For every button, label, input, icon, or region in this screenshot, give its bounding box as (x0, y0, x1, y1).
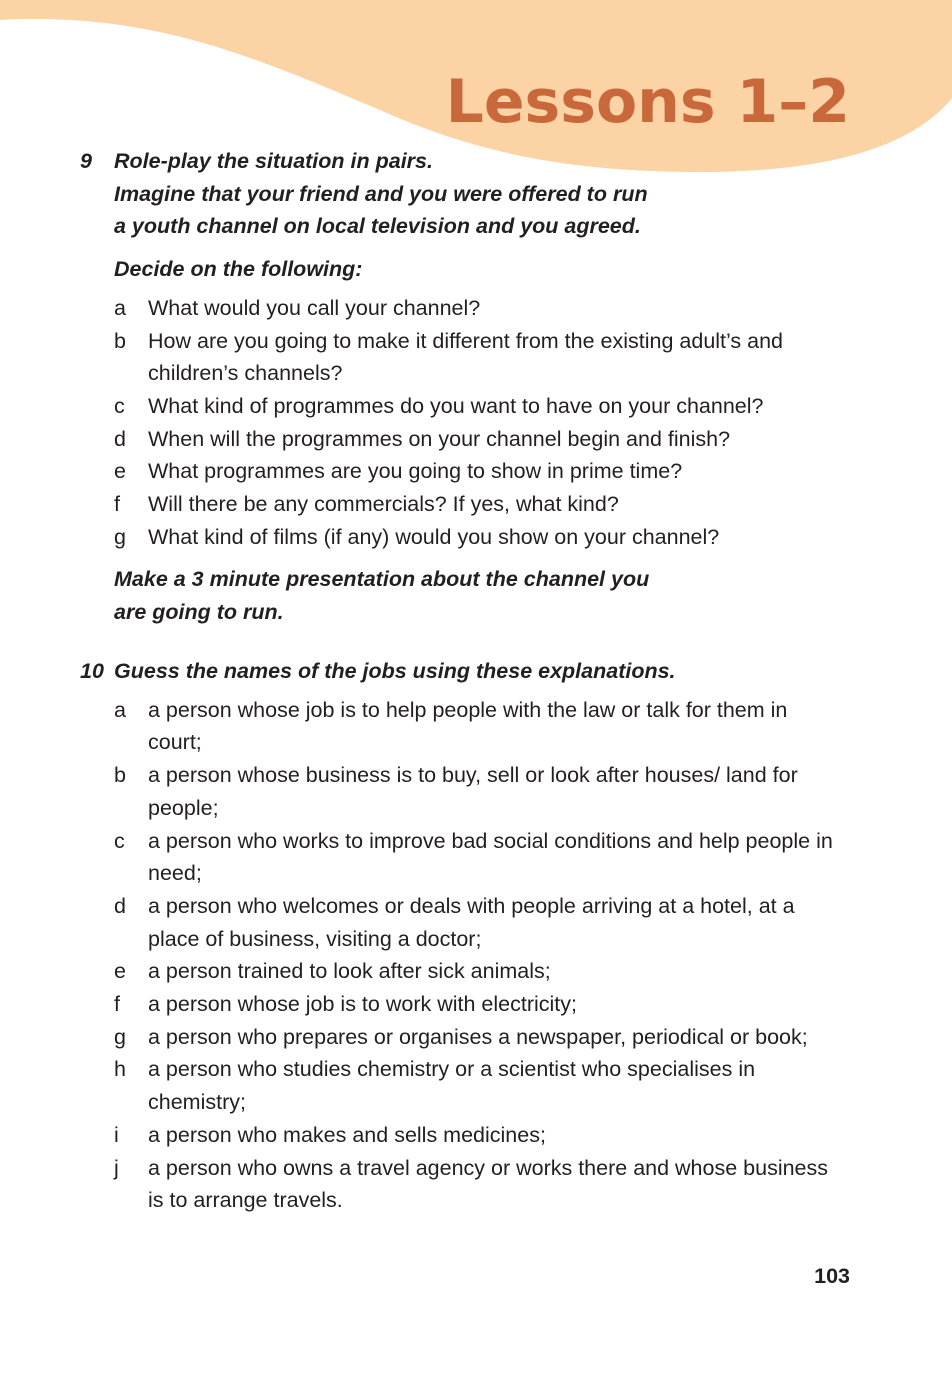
item-text: a person trained to look after sick animals; (148, 959, 551, 984)
item-letter: d (114, 893, 126, 918)
item-text: a person who works to improve bad social conditions and help people in need; (148, 828, 833, 886)
list-item (114, 759, 840, 824)
page-number: 103 (814, 1264, 850, 1288)
list-item (114, 1119, 840, 1152)
definition-list (114, 694, 840, 1217)
list-item (114, 1021, 840, 1054)
presentation-task (114, 563, 840, 628)
list-item (114, 488, 840, 521)
question-list (114, 292, 840, 554)
item-text: a person who makes and sells medicines; (148, 1122, 546, 1147)
item-letter: c (114, 393, 125, 418)
item-text: What kind of films (if any) would you show on your channel? (148, 524, 720, 549)
item-text: a person whose job is to work with electricity; (148, 992, 577, 1017)
item-text: When will the programmes on your channel begin and finish? (148, 426, 731, 451)
item-letter: c (114, 828, 125, 853)
item-letter: e (114, 459, 126, 484)
exercise-10 (80, 655, 840, 1217)
exercise-number: 10 (80, 659, 104, 683)
exercise-instruction (114, 655, 840, 688)
instruction-line: Role-play the situation in pairs. (114, 149, 433, 173)
item-letter: d (114, 426, 126, 451)
item-letter: h (114, 1057, 126, 1082)
item-text: Will there be any commercials? If yes, what kind? (148, 492, 619, 517)
list-item (114, 890, 840, 955)
list-item (114, 325, 840, 390)
item-letter: f (114, 492, 120, 517)
list-item (114, 825, 840, 890)
item-letter: g (114, 524, 126, 549)
item-text: How are you going to make it different from the existing adult’s and children’s channels? (148, 328, 784, 386)
list-item (114, 1152, 840, 1217)
instruction-line: Guess the names of the jobs using these explanations. (114, 659, 676, 683)
decide-heading: Decide on the following: (114, 257, 363, 282)
exercise-9 (80, 145, 840, 629)
item-letter: b (114, 763, 126, 788)
item-text: a person whose business is to buy, sell or look after houses/ land for people; (148, 763, 798, 820)
task-line: are going to run. (114, 600, 284, 625)
item-text: What kind of programmes do you want to have on your channel? (148, 393, 764, 418)
item-letter: j (114, 1155, 119, 1180)
item-text: What would you call your channel? (148, 295, 481, 320)
item-letter: a (114, 295, 126, 320)
item-text: a person whose job is to help people with the law or talk for them in court; (148, 697, 788, 755)
list-item (114, 390, 840, 423)
page-title: Lessons 1–2 (445, 67, 850, 137)
list-item (114, 521, 840, 554)
list-item (114, 455, 840, 488)
list-item (114, 1053, 840, 1118)
instruction-line: Imagine that your friend and you were offered to run (114, 181, 648, 206)
list-item (114, 955, 840, 988)
item-letter: g (114, 1024, 126, 1049)
item-text: a person who owns a travel agency or works there and whose business is to arrange travels. (148, 1155, 829, 1213)
list-item (114, 423, 840, 456)
exercise-instruction (114, 145, 840, 286)
item-letter: f (114, 992, 120, 1017)
item-text: a person who studies chemistry or a scientist who specialises in chemistry; (148, 1057, 756, 1115)
item-letter: i (114, 1122, 119, 1147)
list-item (114, 292, 840, 325)
item-letter: b (114, 328, 126, 353)
item-letter: e (114, 959, 126, 984)
task-line: Make a 3 minute presentation about the channel you (114, 567, 650, 592)
item-text: a person who welcomes or deals with people arriving at a hotel, at a place of business, visiting a doctor; (148, 893, 795, 951)
list-item (114, 988, 840, 1021)
list-item (114, 694, 840, 759)
item-text: What programmes are you going to show in prime time? (148, 459, 683, 484)
instruction-line: a youth channel on local television and you agreed. (114, 214, 641, 239)
exercise-number: 9 (80, 149, 92, 173)
item-letter: a (114, 697, 126, 722)
item-text: a person who prepares or organises a newspaper, periodical or book; (148, 1024, 808, 1049)
